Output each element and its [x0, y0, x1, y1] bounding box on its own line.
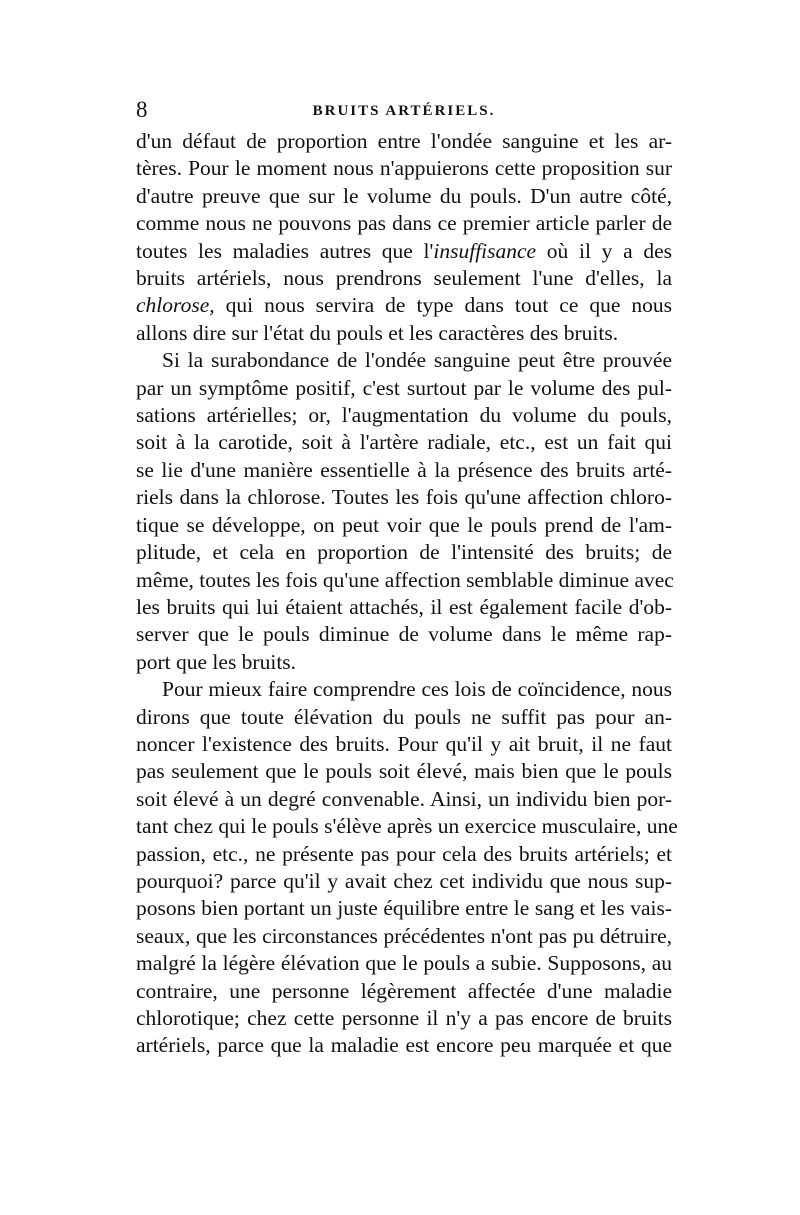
- text-line: soit élevé à un degré convenable. Ainsi, un individu bien por-: [136, 786, 672, 811]
- running-title: BRUITS ARTÉRIELS.: [312, 103, 496, 119]
- text-line: se lie d'une manière essentielle à la présence des bruits arté-: [136, 457, 672, 482]
- text-line: les bruits qui lui étaient attachés, il est également facile d'ob-: [136, 594, 672, 619]
- text-line: contraire, une personne légèrement affectée d'une maladie: [136, 978, 672, 1003]
- text-line: bruits artériels, nous prendrons seulement l'une d'elles, la: [136, 266, 672, 291]
- text-line: seaux, que les circonstances précédentes n'ont pas pu détruire,: [136, 923, 672, 948]
- text-line: pas seulement que le pouls soit élevé, mais bien que le pouls: [136, 759, 672, 784]
- running-head: [136, 96, 672, 124]
- page-number: 8: [136, 97, 148, 122]
- text-line: soit à la carotide, soit à l'artère radiale, etc., est un fait qui: [136, 430, 672, 455]
- text-line: malgré la légère élévation que le pouls a subie. Supposons, au: [136, 951, 672, 976]
- text-line: tant chez qui le pouls s'élève après un exercice musculaire, une: [136, 814, 678, 839]
- text-line: Pour mieux faire comprendre ces lois de coïncidence, nous: [162, 677, 672, 702]
- paragraph: [136, 347, 672, 676]
- body-text: [136, 128, 678, 1060]
- text-line: port que les bruits.: [136, 649, 297, 674]
- text-line: d'autre preuve que sur le volume du pouls. D'un autre côté,: [136, 183, 672, 208]
- text-line: toutes les maladies autres que l'insuffisance où il y a des: [136, 238, 672, 263]
- paragraph: [136, 676, 678, 1060]
- text-line: passion, etc., ne présente pas pour cela des bruits artériels; et: [136, 841, 672, 866]
- italic-term: chlorose,: [136, 293, 215, 318]
- text-line: server que le pouls diminue de volume dans le même rap-: [136, 622, 672, 647]
- text-line: artériels, parce que la maladie est encore peu marquée et que: [136, 1033, 672, 1058]
- text-line: dirons que toute élévation du pouls ne suffit pas pour an-: [136, 704, 672, 729]
- paragraph: [136, 128, 672, 347]
- text-line: même, toutes les fois qu'une affection semblable diminue avec: [136, 567, 674, 592]
- text-line: noncer l'existence des bruits. Pour qu'il y ait bruit, il ne faut: [136, 731, 672, 756]
- text-line: Si la surabondance de l'ondée sanguine peut être prouvée: [162, 348, 672, 373]
- text-line: d'un défaut de proportion entre l'ondée sanguine et les ar-: [136, 129, 672, 153]
- text-line: riels dans la chlorose. Toutes les fois qu'une affection chloro-: [136, 485, 672, 510]
- text-line: par un symptôme positif, c'est surtout par le volume des pul-: [136, 375, 672, 400]
- italic-term: insuffisance: [433, 238, 537, 263]
- text-line: chlorotique; chez cette personne il n'y a pas encore de bruits: [136, 1006, 672, 1030]
- text-line: tères. Pour le moment nous n'appuierons cette proposition sur: [136, 156, 672, 181]
- text-line: sations artérielles; or, l'augmentation du volume du pouls,: [136, 403, 672, 428]
- text-line: posons bien portant un juste équilibre entre le sang et les vais-: [136, 896, 672, 921]
- text-line: allons dire sur l'état du pouls et les caractères des bruits.: [136, 320, 619, 345]
- text-line: pourquoi? parce qu'il y avait chez cet individu que nous sup-: [136, 868, 672, 893]
- text-line: plitude, et cela en proportion de l'intensité des bruits; de: [136, 540, 672, 565]
- text-line: comme nous ne pouvons pas dans ce premier article parler de: [136, 211, 672, 236]
- text-line: tique se développe, on peut voir que le pouls prend de l'am-: [136, 512, 672, 537]
- text-line: chlorose, qui nous servira de type dans tout ce que nous: [136, 293, 672, 318]
